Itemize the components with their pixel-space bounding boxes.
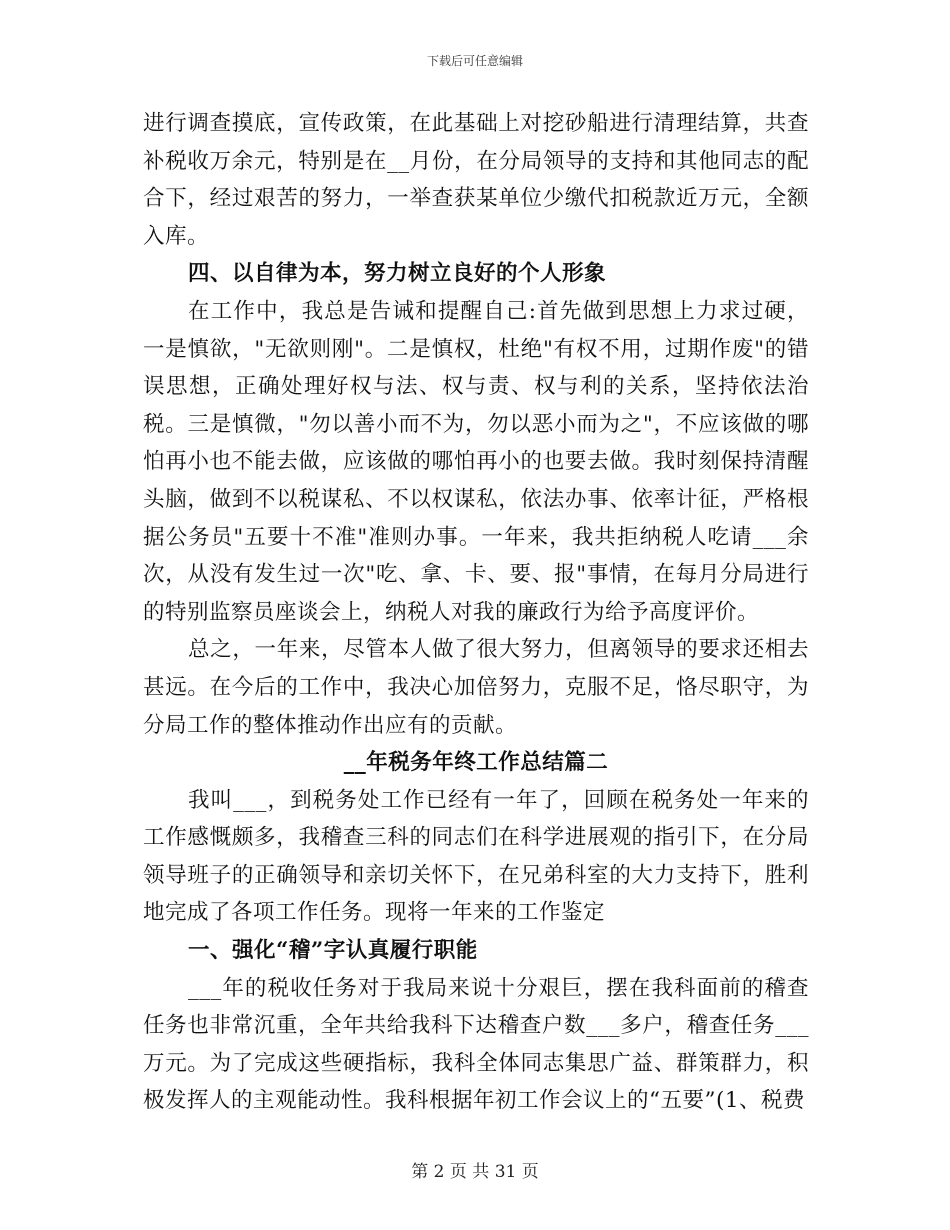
page-header-note: 下载后可任意编辑 — [426, 54, 523, 68]
paragraph-inspection-tasks: ___年的税收任务对于我局来说十分艰巨，摆在我科面前的稽查任务也非常沉重，全年共给我科下达稽查户数___多户，稽查任务___万元。为了完成这些硬指标，我科全体同志集思广益、群策群力，积极发挥人的主观能动性。我科根据年初工作会议上的“五要”(1、税费 — [143, 975, 809, 1114]
document-body — [143, 105, 809, 1120]
paragraph-audit-results: 进行调查摸底，宣传政策，在此基础上对挖砂船进行清理结算，共查补税收万余元，特别是在__月份，在分局领导的支持和其他同志的配合下，经过艰苦的努力，一举查获某单位少缴代扣税款近万元，全额入库。 — [143, 111, 809, 249]
page-number-footer: 第 2 页 共 31 页 — [411, 1162, 539, 1182]
section-heading-self-discipline: 四、以自律为本，努力树立良好的个人形象 — [188, 261, 607, 287]
section-heading-inspection: 一、强化“稽”字认真履行职能 — [188, 938, 478, 964]
article-title-part-two: __年税务年终工作总结篇二 — [343, 750, 609, 776]
paragraph-introduction: 我叫___，到税务处工作已经有一年了，回顾在税务处一年来的工作感慨颇多，我稽查三科的同志们在科学进展观的指引下，在分局领导班子的正确领导和亲切关怀下，在兄弟科室的大力支持下，胜利地完成了各项工作任务。现将一年来的工作鉴定 — [143, 787, 809, 926]
paragraph-conclusion: 总之，一年来，尽管本人做了很大努力，但离领导的要求还相去甚远。在今后的工作中，我决心加倍努力，克服不足，恪尽职守，为分局工作的整体推动作出应有的贡献。 — [143, 637, 809, 738]
paragraph-self-discipline: 在工作中，我总是告诫和提醒自己:首先做到思想上力求过硬，一是慎欲，"无欲则刚"。二是慎权，杜绝"有权不用，过期作废"的错误思想，正确处理好权与法、权与责、权与利的关系，坚持依法治税。三是慎微，"勿以善小而不为，勿以恶小而为之"，不应该做的哪怕再小也不能去做，应该做的哪怕再小的也要去做。我时刻保持清醒头脑，做到不以税谋私、不以权谋私，依法办事、依率计征，严格根据公务员"五要十不准"准则办事。一年来，我共拒纳税人吃请___余次，从没有发生过一次"吃、拿、卡、要、报"事情，在每月分局进行的特别监察员座谈会上，纳税人对我的廉政行为给予高度评价。 — [143, 298, 809, 625]
